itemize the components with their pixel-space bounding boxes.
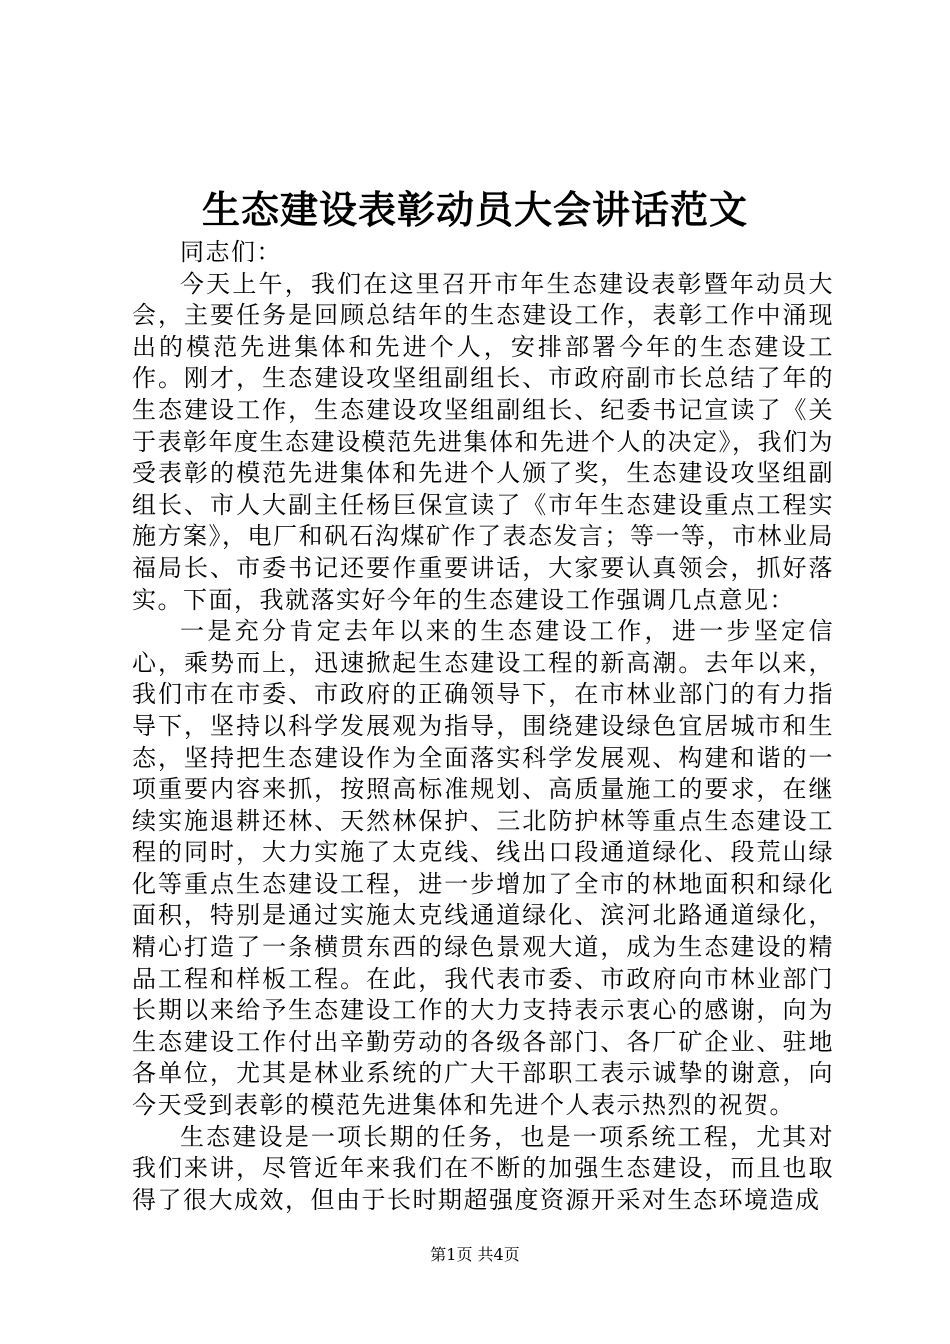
page-footer: 第1页 共4页 <box>430 1245 520 1264</box>
document-body <box>132 237 834 1216</box>
salutation: 同志们： <box>180 238 282 266</box>
paragraph-2: 一是充分肯定去年以来的生态建设工作，进一步坚定信心，乘势而上，迅速掀起生态建设工程的新高潮。去年以来，我们市在市委、市政府的正确领导下，在市林业部门的有力指导下，坚持以科学发展观为指导，围绕建设绿色宜居城市和生态，坚持把生态建设作为全面落实科学发展观、构建和谐的一项重要内容来抓，按照高标准规划、高质量施工的要求，在继续实施退耕还林、天然林保护、三北防护林等重点生态建设工程的同时，大力实施了太克线、线出口段通道绿化、段荒山绿化等重点生态建设工程，进一步增加了全市的林地面积和绿化面积，特别是通过实施太克线通道绿化、滨河北路通道绿化，精心打造了一条横贯东西的绿色景观大道，成为生态建设的精品工程和样板工程。在此，我代表市委、市政府向市林业部门长期以来给予生态建设工作的大力支持表示衷心的感谢，向为生态建设工作付出辛勤劳动的各级各部门、各厂矿企业、驻地各单位，尤其是林业系统的广大干部职工表示诚挚的谢意，向今天受到表彰的模范先进集体和先进个人表示热烈的祝贺。 <box>132 617 834 1120</box>
paragraph-3: 生态建设是一项长期的任务，也是一项系统工程，尤其对我们来讲，尽管近年来我们在不断的加强生态建设，而且也取得了很大成效，但由于长时期超强度资源开采对生态环境造成 <box>132 1122 834 1214</box>
page-title: 生态建设表彰动员大会讲话范文 <box>201 187 748 232</box>
paragraph-1: 今天上午，我们在这里召开市年生态建设表彰暨年动员大会，主要任务是回顾总结年的生态建设工作，表彰工作中涌现出的模范先进集体和先进个人，安排部署今年的生态建设工作。刚才，生态建设攻坚组副组长、市政府副市长总结了年的生态建设工作，生态建设攻坚组副组长、纪委书记宣读了《关于表彰年度生态建设模范先进集体和先进个人的决定》，我们为受表彰的模范先进集体和先进个人颁了奖，生态建设攻坚组副组长、市人大副主任杨巨保宣读了《市年生态建设重点工程实施方案》，电厂和矾石沟煤矿作了表态发言；等一等，市林业局福局长、市委书记还要作重要讲话，大家要认真领会，抓好落实。下面，我就落实好今年的生态建设工作强调几点意见： <box>132 269 834 614</box>
